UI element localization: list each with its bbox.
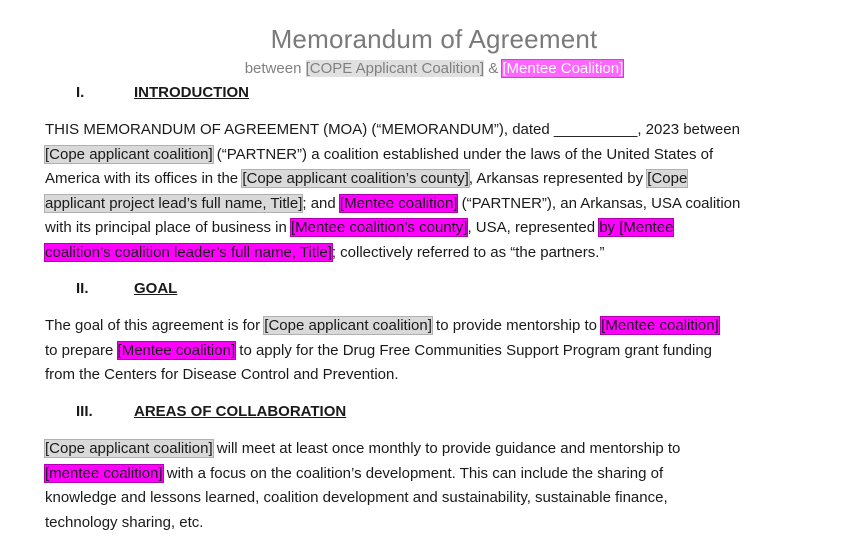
placeholder-mentee-coalition: [mentee coalition] [45, 464, 163, 482]
collab-line-2 [45, 462, 835, 487]
subtitle-amp: & [484, 60, 503, 77]
placeholder-cope-coalition: [Cope applicant coalition] [45, 145, 213, 163]
collab-text: will meet at least once monthly to provide guidance and mentorship to [212, 440, 681, 457]
intro-line-3 [45, 167, 835, 192]
placeholder-cope-lead-start: [Cope [647, 170, 688, 187]
placeholder-cope-coalition: [Cope applicant coalition] [45, 440, 213, 457]
placeholder-mentee-county: [Mentee coalition’s county] [290, 219, 468, 236]
collab-line-4: technology sharing, etc. [45, 513, 204, 531]
placeholder-mentee-coalition: [Mentee coalition] [339, 194, 458, 212]
intro-line-5 [45, 216, 835, 241]
intro-text: ; collectively referred to as “the partners.” [331, 243, 605, 261]
goal-paragraph [45, 314, 835, 388]
section-number: I. [76, 84, 85, 101]
goal-text: to provide mentorship to [431, 317, 602, 334]
document-subtitle [0, 60, 868, 77]
intro-line-1: THIS MEMORANDUM OF AGREEMENT (MOA) (“MEMORANDUM”), dated __________, 2023 between [45, 121, 740, 138]
goal-line-1 [45, 314, 835, 339]
goal-text: to prepare [45, 341, 118, 359]
placeholder-cope-county: [Cope applicant coalition’s county] [242, 170, 469, 187]
intro-text: (“PARTNER”), an Arkansas, USA coalition [457, 194, 741, 212]
subtitle-prefix: between [244, 60, 306, 77]
introduction-paragraph [45, 118, 835, 265]
collab-text: with a focus on the coalition’s development. This can include the sharing of [162, 464, 664, 482]
goal-text: The goal of this agreement is for [45, 317, 265, 334]
intro-text: America with its offices in the [45, 170, 243, 187]
section-title: AREAS OF COLLABORATION [134, 403, 347, 420]
goal-line-2 [45, 339, 835, 364]
intro-text: (“PARTNER”) a coalition established under the laws of the United States of [212, 145, 714, 163]
intro-text: , USA, represented [467, 219, 600, 236]
collaboration-paragraph [45, 437, 835, 535]
intro-line-2 [45, 143, 835, 168]
section-heading-areas-of-collaboration [76, 403, 476, 423]
intro-line-6 [45, 241, 835, 266]
placeholder-mentee-leader-start: by [Mentee [599, 219, 674, 236]
placeholder-mentee-coalition: [Mentee coalition] [117, 341, 236, 359]
section-heading-goal [76, 280, 476, 300]
collab-line-3: knowledge and lessons learned, coalition development and sustainability, sustainable finance, [45, 489, 668, 506]
intro-text: , Arkansas represented by [468, 170, 648, 187]
document-title: Memorandum of Agreement [270, 24, 598, 54]
section-heading-introduction [76, 84, 476, 104]
goal-text: to apply for the Drug Free Communities Support Program grant funding [235, 341, 713, 359]
placeholder-cope-coalition: [Cope applicant coalition] [264, 317, 432, 334]
section-number: II. [76, 280, 89, 297]
intro-text: ; and [302, 194, 340, 212]
section-title: INTRODUCTION [134, 84, 249, 101]
section-title: GOAL [134, 280, 178, 297]
intro-text: with its principal place of business in [45, 219, 291, 236]
collab-line-1 [45, 437, 835, 462]
placeholder-mentee-leader-end: coalition’s coalition leader’s full name, Title] [45, 243, 332, 261]
goal-line-3: from the Centers for Disease Control and Prevention. [45, 366, 399, 383]
intro-line-4 [45, 192, 835, 217]
placeholder-cope-lead-end: applicant project lead’s full name, Title] [45, 194, 303, 212]
section-number: III. [76, 403, 93, 420]
placeholder-mentee-coalition: [Mentee coalition] [601, 317, 719, 334]
subtitle-party-cope: [COPE Applicant Coalition] [305, 60, 485, 77]
subtitle-party-mentee: [Mentee Coalition] [502, 60, 624, 77]
